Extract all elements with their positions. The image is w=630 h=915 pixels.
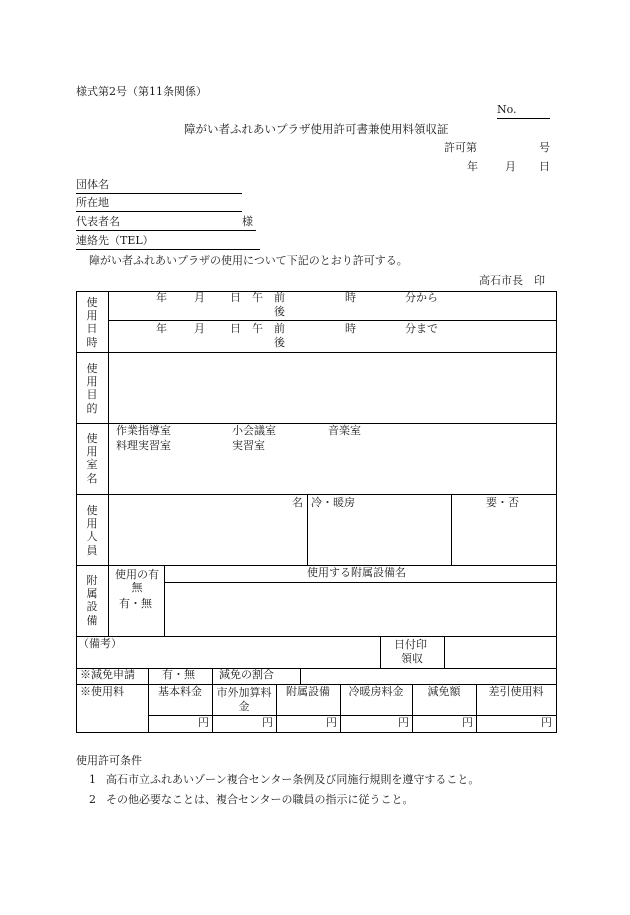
representative-line (76, 230, 256, 231)
equipment-label: 附属設備 (86, 574, 98, 627)
received-label: 領収 (401, 652, 423, 665)
permit-statement: 障がい者ふれあいプラザの使用について下記のとおり許可する。 (89, 254, 408, 267)
date-month: 月 (505, 160, 516, 173)
aircon-choice: 要・否 (486, 496, 519, 509)
fee-yen: 円 (462, 716, 473, 729)
reduction-application-label: ※減免申請 (80, 668, 135, 681)
fees-label: ※使用料 (80, 685, 124, 698)
issuer: 高石市長 印 (479, 274, 545, 287)
serial-no-label: No. (497, 103, 517, 116)
equipment-usage-choice: 有・無 (119, 597, 152, 610)
equipment-usage-label: 使用の有無 (115, 568, 159, 595)
group-name-label: 団体名 (76, 178, 109, 191)
persons-unit: 名 (292, 496, 303, 509)
contact-label: 連絡先（TEL） (76, 234, 154, 247)
date-stamp-label: 日付印 (394, 638, 427, 651)
usage-datetime-label: 使用日時 (86, 296, 98, 349)
date-day: 日 (539, 160, 550, 173)
permit-prefix: 許可第 (444, 141, 477, 154)
fee-column-header: 市外加算料金 (216, 686, 272, 714)
fee-yen: 円 (398, 716, 409, 729)
document-title: 障がい者ふれあいプラザ使用許可書兼使用料領収証 (184, 122, 449, 136)
room-option: 小会議室 (232, 424, 276, 437)
address-line (76, 211, 242, 212)
usage-purpose-label: 使用目的 (86, 362, 98, 415)
remarks-label: （備考） (78, 637, 122, 650)
fee-column-header: 減免額 (427, 685, 461, 698)
conditions-title: 使用許可条件 (76, 754, 142, 767)
fee-yen: 円 (262, 716, 273, 729)
room-option: 料理実習室 (116, 439, 171, 452)
fee-yen: 円 (198, 716, 209, 729)
room-option: 実習室 (232, 439, 265, 452)
representative-sama: 様 (242, 215, 253, 228)
fee-yen: 円 (541, 716, 552, 729)
equipment-names-label: 使用する附属設備名 (307, 566, 406, 579)
permit-suffix: 号 (539, 141, 550, 154)
representative-label: 代表者名 (76, 215, 120, 228)
group-name-line (76, 193, 242, 194)
serial-no-line (497, 118, 550, 119)
contact-line (76, 249, 260, 250)
room-option: 音楽室 (328, 424, 361, 437)
form-number: 様式第2号（第11条関係） (76, 85, 207, 98)
persons-label: 使用人員 (86, 504, 98, 557)
address-label: 所在地 (76, 196, 109, 209)
date-year: 年 (467, 160, 478, 173)
fee-column-header: 附属設備 (286, 685, 330, 698)
room-names-label: 使用室名 (86, 432, 98, 485)
aircon-label: 冷・暖房 (311, 496, 355, 509)
room-option: 作業指導室 (116, 424, 171, 437)
fee-yen: 円 (326, 716, 337, 729)
fee-column-header: 差引使用料 (488, 685, 544, 698)
fee-column-header: 基本料金 (158, 685, 202, 698)
reduction-choice: 有・無 (162, 668, 195, 681)
fee-column-header: 冷暖房料金 (348, 685, 404, 698)
reduction-ratio-label: 減免の割合 (219, 668, 274, 681)
